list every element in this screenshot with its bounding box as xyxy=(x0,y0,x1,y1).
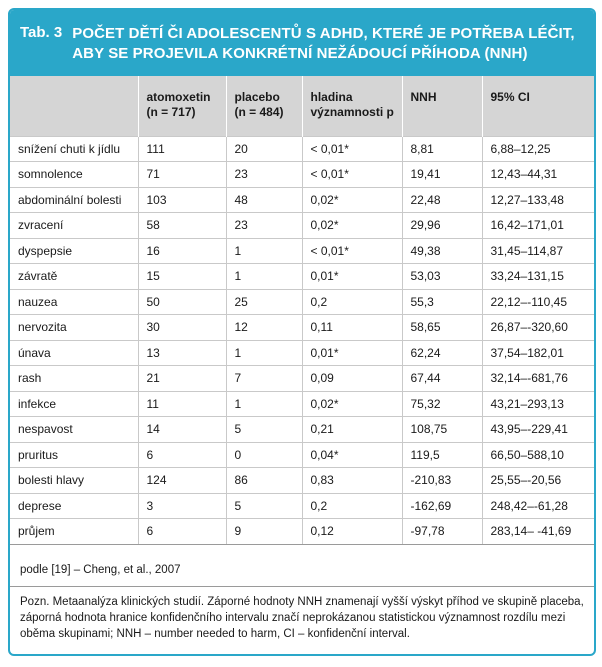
table-cell: 6 xyxy=(138,442,226,468)
row-label-cell: deprese xyxy=(10,493,138,519)
table-cell: 29,96 xyxy=(402,213,482,239)
adverse-events-table xyxy=(10,76,594,545)
column-header-1 xyxy=(138,76,226,136)
table-cell: 12,27–133,48 xyxy=(482,187,594,213)
table-header xyxy=(10,10,594,76)
table-cell: 248,42–-61,28 xyxy=(482,493,594,519)
row-label-cell: snížení chuti k jídlu xyxy=(10,136,138,162)
column-header-3 xyxy=(302,76,402,136)
table-cell: 43,21–293,13 xyxy=(482,391,594,417)
column-header-0 xyxy=(10,76,138,136)
row-label-cell: únava xyxy=(10,340,138,366)
table-card xyxy=(8,8,596,656)
table-cell: 86 xyxy=(226,468,302,494)
table-cell: 0,83 xyxy=(302,468,402,494)
row-label-cell: abdominální bolesti xyxy=(10,187,138,213)
table-cell: 32,14–-681,76 xyxy=(482,366,594,392)
table-row xyxy=(10,315,594,341)
table-cell: 103 xyxy=(138,187,226,213)
table-cell: 0 xyxy=(226,442,302,468)
table-cell: 55,3 xyxy=(402,289,482,315)
column-header-line1: placebo xyxy=(234,90,280,104)
table-cell: 48 xyxy=(226,187,302,213)
table-cell: 62,24 xyxy=(402,340,482,366)
table-cell: 23 xyxy=(226,162,302,188)
table-row xyxy=(10,468,594,494)
table-cell: 6,88–12,25 xyxy=(482,136,594,162)
table-cell: 3 xyxy=(138,493,226,519)
table-cell: 67,44 xyxy=(402,366,482,392)
table-cell: < 0,01* xyxy=(302,136,402,162)
row-label-cell: nervozita xyxy=(10,315,138,341)
table-cell: 58 xyxy=(138,213,226,239)
table-cell: 30 xyxy=(138,315,226,341)
row-label-cell: dyspepsie xyxy=(10,238,138,264)
table-cell: 22,12–-110,45 xyxy=(482,289,594,315)
table-cell: 11 xyxy=(138,391,226,417)
table-cell: 13 xyxy=(138,340,226,366)
table-cell: 283,14– -41,69 xyxy=(482,519,594,545)
table-cell: 0,02* xyxy=(302,187,402,213)
table-cell: 71 xyxy=(138,162,226,188)
table-cell: 15 xyxy=(138,264,226,290)
table-title: POČET DĚTÍ ČI ADOLESCENTŮ S ADHD, KTERÉ JE POTŘEBA LÉČIT, ABY SE PROJEVILA KONKRÉTNÍ NEŽÁDOUCÍ PŘÍHODA (NNH) xyxy=(72,25,575,62)
table-cell: 37,54–182,01 xyxy=(482,340,594,366)
table-row xyxy=(10,366,594,392)
table-row xyxy=(10,442,594,468)
table-cell: 0,2 xyxy=(302,289,402,315)
table-cell: 49,38 xyxy=(402,238,482,264)
table-cell: 53,03 xyxy=(402,264,482,290)
table-cell: 108,75 xyxy=(402,417,482,443)
column-header-line1: hladina xyxy=(310,90,353,104)
table-cell: 16,42–171,01 xyxy=(482,213,594,239)
table-row xyxy=(10,391,594,417)
table-cell: < 0,01* xyxy=(302,162,402,188)
table-row xyxy=(10,162,594,188)
table-cell: 22,48 xyxy=(402,187,482,213)
row-label-cell: bolesti hlavy xyxy=(10,468,138,494)
table-cell: 1 xyxy=(226,264,302,290)
table-cell: -210,83 xyxy=(402,468,482,494)
column-header-4 xyxy=(402,76,482,136)
table-row xyxy=(10,136,594,162)
table-cell: 0,2 xyxy=(302,493,402,519)
column-header-5 xyxy=(482,76,594,136)
note-divider xyxy=(10,586,594,587)
table-cell: 6 xyxy=(138,519,226,545)
table-cell: 111 xyxy=(138,136,226,162)
table-cell: 20 xyxy=(226,136,302,162)
table-cell: 33,24–131,15 xyxy=(482,264,594,290)
table-cell: 0,02* xyxy=(302,391,402,417)
table-cell: -162,69 xyxy=(402,493,482,519)
table-cell: 0,04* xyxy=(302,442,402,468)
table-cell: 0,01* xyxy=(302,264,402,290)
row-label-cell: průjem xyxy=(10,519,138,545)
table-cell: 66,50–588,10 xyxy=(482,442,594,468)
table-cell: 25,55–-20,56 xyxy=(482,468,594,494)
table-cell: < 0,01* xyxy=(302,238,402,264)
column-header-line2: (n = 717) xyxy=(146,105,196,119)
table-cell: 25 xyxy=(226,289,302,315)
table-cell: 21 xyxy=(138,366,226,392)
table-row xyxy=(10,187,594,213)
table-cell: 0,11 xyxy=(302,315,402,341)
table-cell: 75,32 xyxy=(402,391,482,417)
table-cell: 1 xyxy=(226,340,302,366)
column-header-line1: 95% CI xyxy=(490,90,530,104)
column-header-2 xyxy=(226,76,302,136)
table-cell: 12,43–44,31 xyxy=(482,162,594,188)
table-cell: 0,01* xyxy=(302,340,402,366)
table-cell: 0,02* xyxy=(302,213,402,239)
table-cell: 0,12 xyxy=(302,519,402,545)
column-header-line2: významnosti p xyxy=(310,105,394,119)
table-row xyxy=(10,238,594,264)
row-label-cell: zvracení xyxy=(10,213,138,239)
table-cell: 8,81 xyxy=(402,136,482,162)
row-label-cell: somnolence xyxy=(10,162,138,188)
table-cell: 12 xyxy=(226,315,302,341)
table-cell: 119,5 xyxy=(402,442,482,468)
column-header-line1: atomoxetin xyxy=(146,90,211,104)
table-cell: 0,21 xyxy=(302,417,402,443)
table-cell: 1 xyxy=(226,391,302,417)
table-row xyxy=(10,417,594,443)
table-row xyxy=(10,264,594,290)
table-cell: 0,09 xyxy=(302,366,402,392)
row-label-cell: infekce xyxy=(10,391,138,417)
table-cell: 9 xyxy=(226,519,302,545)
table-cell: 19,41 xyxy=(402,162,482,188)
table-note: Pozn. Metaanalýza klinických studií. Záporné hodnoty NNH znamenají vyšší výskyt příhod ve skupině placeba, záporná hodnota hranice konfidenčního intervalu značí neprokázanou statistickou významnost rozdílu mezi oběma skupinami; NNH – number needed to harm, CI – konfidenční interval. xyxy=(20,596,584,640)
row-label-cell: závratě xyxy=(10,264,138,290)
row-label-cell: nauzea xyxy=(10,289,138,315)
table-body xyxy=(10,136,594,544)
table-cell: 58,65 xyxy=(402,315,482,341)
table-cell: 50 xyxy=(138,289,226,315)
table-row xyxy=(10,213,594,239)
table-cell: 5 xyxy=(226,493,302,519)
table-cell: 23 xyxy=(226,213,302,239)
table-cell: 1 xyxy=(226,238,302,264)
row-label-cell: rash xyxy=(10,366,138,392)
column-header-line2: (n = 484) xyxy=(234,105,284,119)
table-row xyxy=(10,289,594,315)
table-row xyxy=(10,493,594,519)
table-cell: 16 xyxy=(138,238,226,264)
table-cell: 7 xyxy=(226,366,302,392)
table-cell: 26,87–-320,60 xyxy=(482,315,594,341)
table-header-row xyxy=(10,76,594,136)
row-label-cell: nespavost xyxy=(10,417,138,443)
table-cell: 14 xyxy=(138,417,226,443)
table-cell: 5 xyxy=(226,417,302,443)
row-label-cell: pruritus xyxy=(10,442,138,468)
table-cell: 43,95–-229,41 xyxy=(482,417,594,443)
data-table-wrapper xyxy=(10,76,594,545)
table-number: Tab. 3 xyxy=(20,24,63,41)
table-row xyxy=(10,340,594,366)
column-header-line1: NNH xyxy=(410,90,437,104)
table-cell: -97,78 xyxy=(402,519,482,545)
source-citation: podle [19] – Cheng, et al., 2007 xyxy=(20,564,181,576)
table-cell: 124 xyxy=(138,468,226,494)
table-cell: 31,45–114,87 xyxy=(482,238,594,264)
table-row xyxy=(10,519,594,545)
